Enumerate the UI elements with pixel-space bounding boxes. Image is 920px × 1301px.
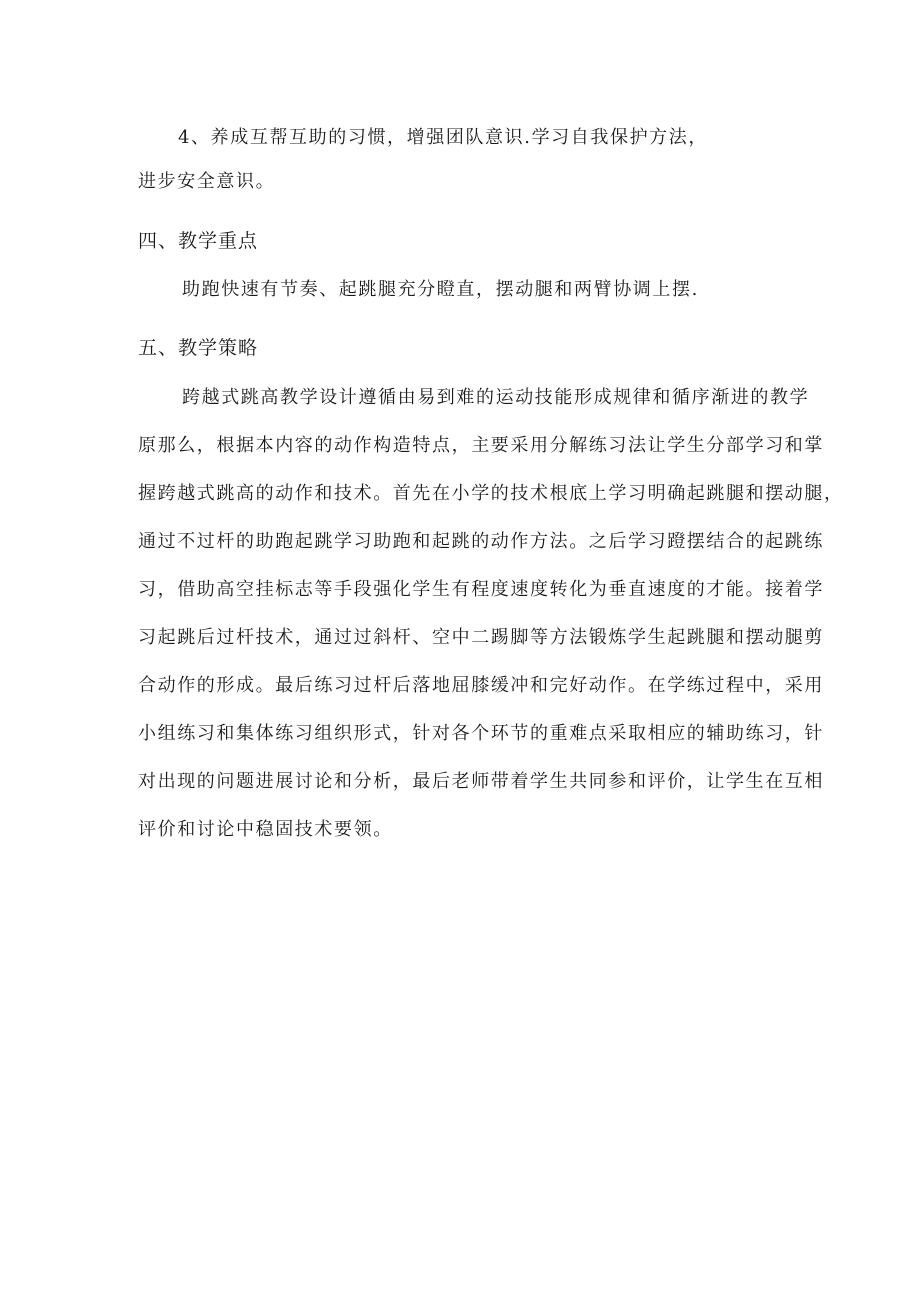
section5-line-9: 对出现的问题进展讨论和分析，最后老师带着学生共同参和评价，让学生在互相 — [138, 771, 824, 792]
section5-heading: 五、教学策略 — [138, 337, 259, 359]
section5-line-1: 跨越式跳高教学设计遵循由易到难的运动技能形成规律和循序渐进的教学 — [182, 387, 810, 408]
section4-heading: 四、教学重点 — [138, 230, 259, 252]
section4-body: 助跑快速有节奏、起跳腿充分瞪直，摆动腿和两臂协调上摆. — [182, 279, 699, 300]
section5-line-6: 习起跳后过杆技术，通过过斜杆、空中二踢脚等方法锻炼学生起跳腿和摆动腿剪 — [138, 627, 824, 648]
section5-line-7: 合动作的形成。最后练习过杆后落地屈膝缓冲和完好动作。在学练过程中，采用 — [138, 675, 824, 696]
section5-line-4: 通过不过杆的助跑起跳学习助跑和起跳的动作方法。之后学习蹬摆结合的起跳练 — [138, 531, 824, 552]
section5-line-2: 原那么，根据本内容的动作构造特点，主要采用分解练习法让学生分部学习和掌 — [138, 435, 824, 456]
item4-line2: 进步安全意识。 — [138, 171, 276, 192]
section5-line-8: 小组练习和集体练习组织形式，针对各个环节的重难点采取相应的辅助练习，针 — [138, 723, 824, 744]
section5-line-5: 习，借助高空挂标志等手段强化学生有程度速度转化为垂直速度的才能。接着学 — [138, 579, 824, 600]
section5-line-10: 评价和讨论中稳固技术要领。 — [138, 819, 393, 840]
item4-line1: 4、养成互帮互助的习惯，增强团队意识.学习自我保护方法， — [178, 127, 708, 148]
section5-line-3: 握跨越式跳高的动作和技术。首先在小学的技术根底上学习明确起跳腿和摆动腿， — [138, 483, 844, 504]
